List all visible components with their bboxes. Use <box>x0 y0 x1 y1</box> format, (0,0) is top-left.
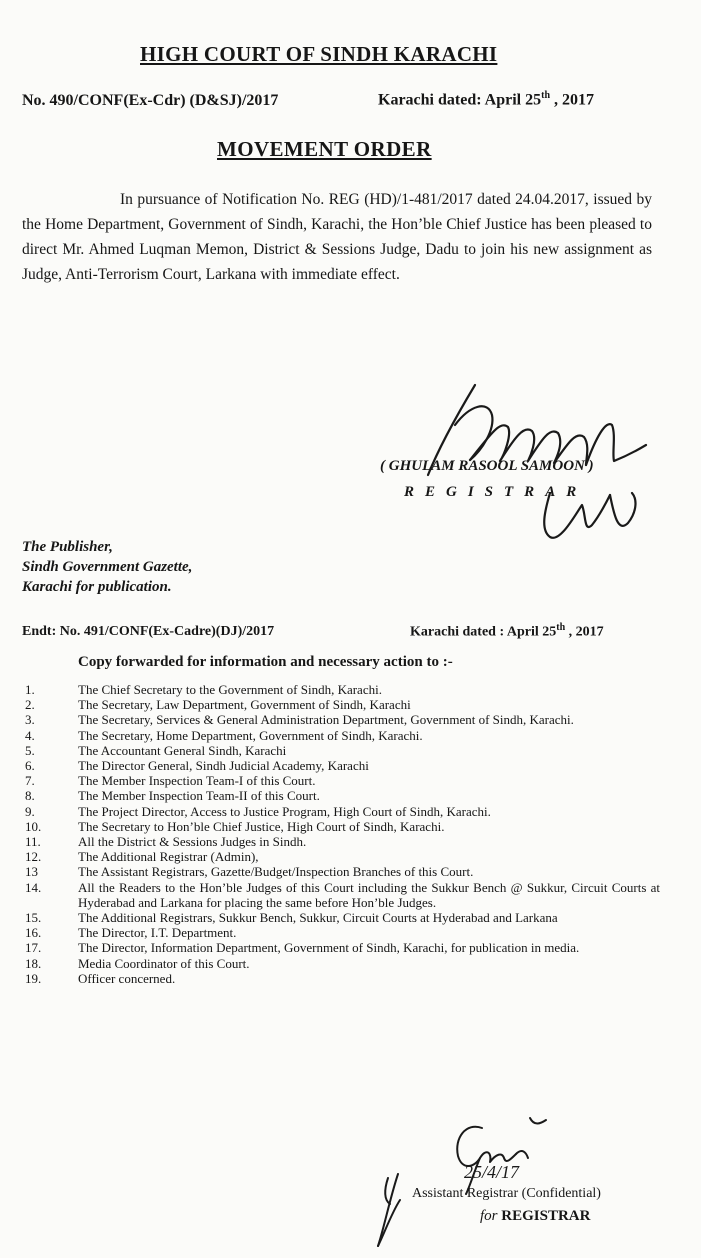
order-body: In pursuance of Notification No. REG (HD)/1-481/2017 dated 24.04.2017, issued by the Home Department, Government of Sindh, Karachi, the Hon’ble Chief Justice has been pleased to direct Mr. Ahmed Luqman Memon, District & Sessions Judge, Dadu to join his new assignment as Judge, Anti-Terrorism Court, Larkana with immediate effect. <box>22 191 652 283</box>
list-item-text: The Secretary, Home Department, Government of Sindh, Karachi. <box>78 727 423 743</box>
list-item-number: 16. <box>25 925 42 941</box>
list-item-number: 4. <box>25 727 35 743</box>
list-item-number: 18. <box>25 955 42 971</box>
list-item-text: All the Readers to the Hon’ble Judges of this Court including the Sukkur Bench @ Sukkur, Circuit Courts at Hyderabad and Larkana for placing the same before Hon’ble Judges. <box>78 879 660 910</box>
list-item-number: 2. <box>25 697 35 713</box>
list-item-text: The Secretary to Hon’ble Chief Justice, High Court of Sindh, Karachi. <box>78 818 445 834</box>
list-item-number: 7. <box>25 773 35 789</box>
list-item <box>0 728 701 743</box>
copy-recipient-list <box>0 682 701 986</box>
list-item <box>0 743 701 758</box>
list-item-text: The Member Inspection Team-I of this Court. <box>78 773 316 789</box>
list-item <box>0 956 701 971</box>
forwarding-statement: Copy forwarded for information and necessary action to :- <box>78 654 453 670</box>
list-item <box>0 712 701 727</box>
list-item <box>0 788 701 803</box>
endorsement-number: Endt: No. 491/CONF(Ex-Cadre)(DJ)/2017 <box>22 624 275 639</box>
publisher-line: Sindh Government Gazette, <box>22 559 193 575</box>
list-item-text: Media Coordinator of this Court. <box>78 955 250 971</box>
for-registrar: for REGISTRAR <box>480 1208 591 1224</box>
list-item-text: All the District & Sessions Judges in Sindh. <box>78 834 307 850</box>
registrar-designation: REGISTRAR <box>404 484 588 500</box>
list-item <box>0 758 701 773</box>
list-item <box>0 773 701 788</box>
list-item <box>0 940 701 955</box>
list-item-text: The Accountant General Sindh, Karachi <box>78 742 287 758</box>
list-item-text: The Secretary, Services & General Administration Department, Government of Sindh, Karachi. <box>78 712 574 728</box>
list-item-number: 15. <box>25 910 42 926</box>
endorsement-date: Karachi dated : April 25th , 2017 <box>410 622 604 640</box>
publisher-address <box>22 537 192 597</box>
list-item-text: The Member Inspection Team-II of this Court. <box>78 788 320 804</box>
list-item-text: The Director, Information Department, Government of Sindh, Karachi, for publication in media. <box>78 940 580 956</box>
list-item-number: 19. <box>25 970 42 986</box>
list-item-number: 1. <box>25 682 35 697</box>
list-item-number: 3. <box>25 712 35 728</box>
publisher-line: Karachi for publication. <box>22 579 172 595</box>
registrar-name: ( GHULAM RASOOL SAMOON ) <box>380 458 594 474</box>
list-item-number: 12. <box>25 849 42 865</box>
list-item-text: The Director, I.T. Department. <box>78 925 237 941</box>
list-item-number: 14. <box>25 879 42 895</box>
list-item-number: 9. <box>25 803 35 819</box>
list-item-text: The Additional Registrars, Sukkur Bench, Sukkur, Circuit Courts at Hyderabad and Larkana <box>78 910 558 926</box>
list-item <box>0 925 701 940</box>
order-date: Karachi dated: April 25th , 2017 <box>378 90 595 109</box>
list-item <box>0 971 701 986</box>
assistant-registrar-designation: Assistant Registrar (Confidential) <box>412 1186 601 1201</box>
publisher-line: The Publisher, <box>22 539 113 555</box>
list-item-text: The Director General, Sindh Judicial Academy, Karachi <box>78 758 369 774</box>
list-item <box>0 682 701 697</box>
list-item-number: 17. <box>25 940 42 956</box>
list-item-text: The Assistant Registrars, Gazette/Budget/Inspection Branches of this Court. <box>78 864 474 880</box>
list-item-number: 11. <box>25 834 41 850</box>
list-item-text: The Secretary, Law Department, Government of Sindh, Karachi <box>78 697 411 713</box>
list-item-number: 8. <box>25 788 35 804</box>
list-item-text: The Project Director, Access to Justice Program, High Court of Sindh, Karachi. <box>78 803 491 819</box>
assistant-registrar-signature <box>370 1108 590 1258</box>
order-title: MOVEMENT ORDER <box>217 137 432 161</box>
list-item-number: 6. <box>25 758 35 774</box>
list-item-text: The Additional Registrar (Admin), <box>78 849 259 865</box>
list-item-text: The Chief Secretary to the Government of Sindh, Karachi. <box>78 682 382 697</box>
list-item <box>0 804 701 819</box>
list-item <box>0 880 701 910</box>
court-title: HIGH COURT OF SINDH KARACHI <box>140 42 498 66</box>
list-item-text: Officer concerned. <box>78 970 176 986</box>
list-item <box>0 834 701 849</box>
list-item <box>0 864 701 879</box>
list-item <box>0 910 701 925</box>
list-item-number: 5. <box>25 742 35 758</box>
list-item-number: 10. <box>25 818 42 834</box>
reference-number: No. 490/CONF(Ex-Cdr) (D&SJ)/2017 <box>22 92 279 109</box>
handwritten-date: 25/4/17 <box>464 1162 520 1182</box>
list-item <box>0 849 701 864</box>
list-item-number: 13 <box>25 864 38 880</box>
list-item <box>0 819 701 834</box>
list-item <box>0 697 701 712</box>
